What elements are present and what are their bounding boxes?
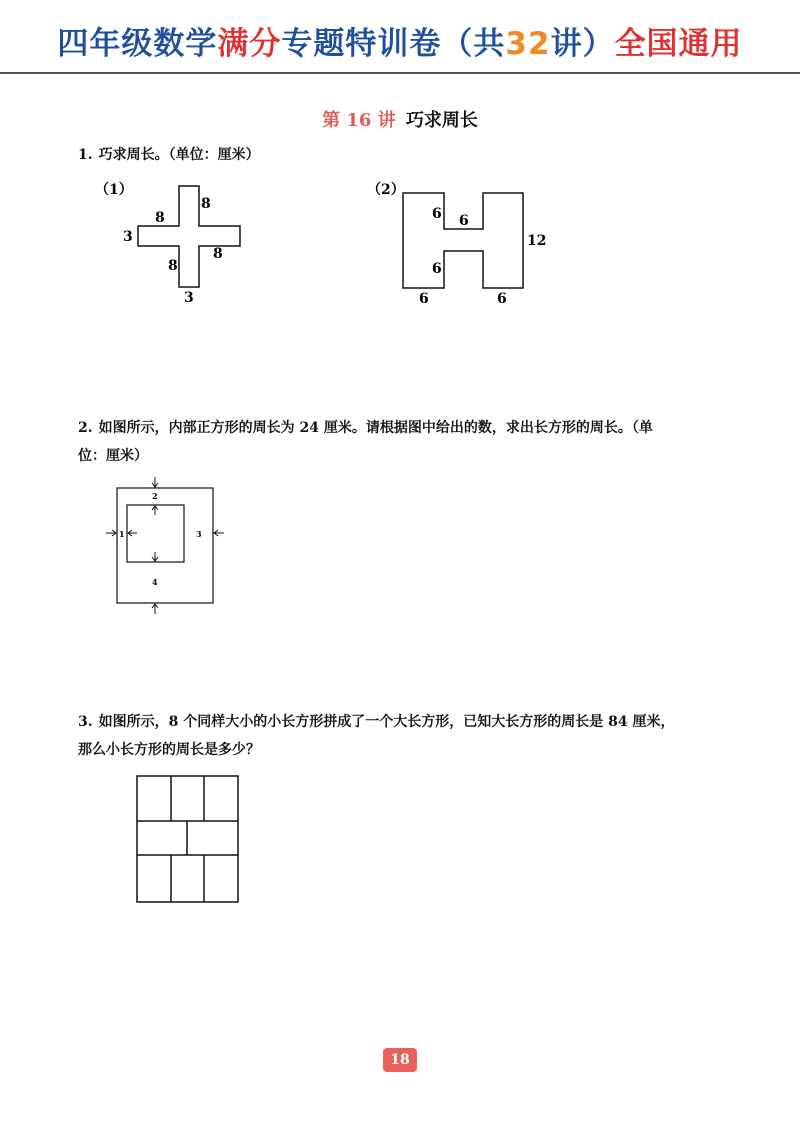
fig3-dim-bottom: 4 bbox=[152, 577, 158, 587]
fig2-dim-inner-left: 6 bbox=[432, 206, 442, 222]
fig3-dim-right: 3 bbox=[196, 529, 202, 539]
title-part-national: 全国通用 bbox=[614, 26, 743, 62]
fig2-dim-notch: 6 bbox=[432, 261, 442, 277]
fig2-dim-inner-top: 6 bbox=[459, 213, 469, 229]
question-2-text-2: 位：厘米） bbox=[78, 448, 148, 464]
question-3-text-1: 如图所示，8 个同样大小的小长方形拼成了一个大长方形，已知大长方形的周长是 84 厘米， bbox=[98, 714, 675, 730]
fig2-dim-bottom-right: 6 bbox=[497, 291, 507, 307]
fig1-dim-top: 8 bbox=[201, 196, 211, 212]
fig2-dim-right: 12 bbox=[527, 233, 547, 249]
lesson-number: 第 16 讲 bbox=[322, 110, 396, 131]
fig1-label: （1） bbox=[95, 182, 133, 198]
question-3-text-2: 那么小长方形的周长是多少？ bbox=[78, 742, 260, 758]
question-2-number: 2. bbox=[78, 420, 93, 436]
question-1-text: 巧求周长。（单位：厘米） bbox=[98, 147, 260, 163]
title-part-lectures: 讲） bbox=[550, 26, 615, 62]
fig1-dim-bottom-left: 8 bbox=[168, 258, 178, 274]
fig1-dim-left-arm: 8 bbox=[155, 210, 165, 226]
question-3-number: 3. bbox=[78, 714, 93, 730]
title-part-count: 32 bbox=[505, 26, 551, 62]
title-part-fullscore: 满分 bbox=[217, 26, 282, 62]
page-number: 18 bbox=[383, 1048, 417, 1072]
fig2-dim-bottom-left: 6 bbox=[419, 291, 429, 307]
fig3-dim-left: 1 bbox=[119, 529, 125, 539]
fig1-dim-bottom: 3 bbox=[184, 290, 194, 306]
question-2-text-1: 如图所示，内部正方形的周长为 24 厘米。请根据图中给出的数，求出长方形的周长。（单 bbox=[98, 420, 653, 436]
fig3-dim-top: 2 bbox=[152, 491, 158, 501]
lesson-name: 巧求周长 bbox=[405, 110, 478, 131]
fig1-dim-right-arm: 8 bbox=[213, 246, 223, 262]
title-part-special: 专题特训卷（共 bbox=[281, 26, 506, 62]
fig1-dim-left-end: 3 bbox=[123, 229, 133, 245]
fig2-label: （2） bbox=[367, 182, 405, 198]
title-part-grade: 四年级数学 bbox=[57, 26, 218, 62]
question-1-number: 1. bbox=[78, 147, 93, 163]
